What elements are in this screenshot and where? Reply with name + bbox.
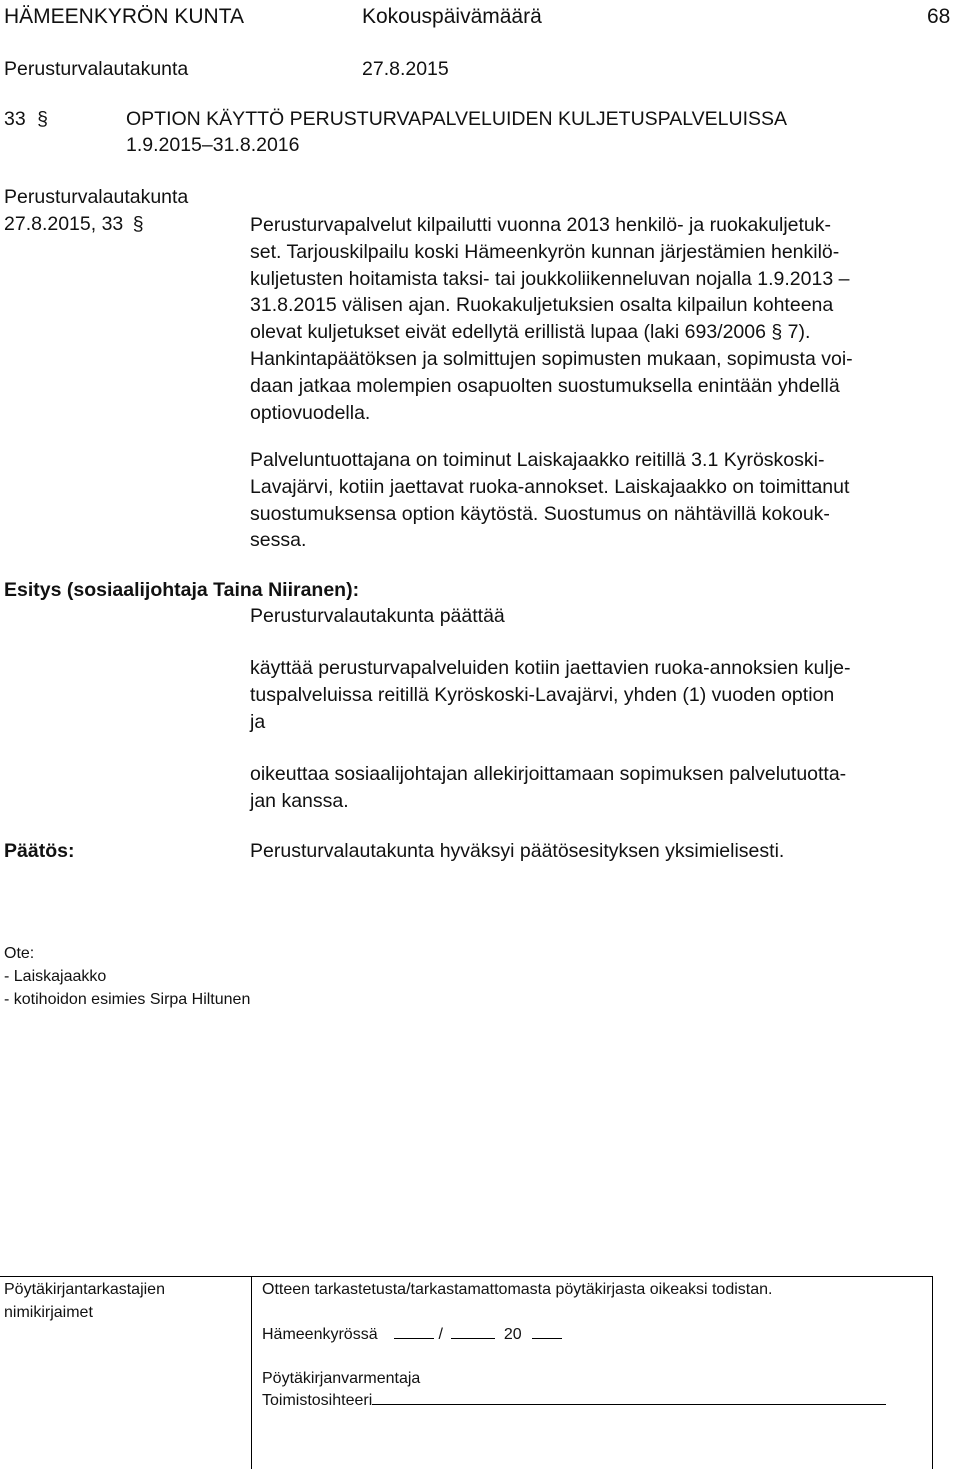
body-line: 31.8.2015 välisen ajan. Ruokakuljetuksien osalta kilpailun kohteena — [250, 294, 834, 317]
body-line: ja — [250, 710, 266, 733]
month-blank — [451, 1337, 495, 1339]
date-separator: / — [438, 1326, 443, 1343]
year-prefix: 20 — [503, 1326, 522, 1343]
body-line: oikeuttaa sosiaalijohtajan allekirjoittamaan sopimuksen palvelutuotta- — [250, 763, 847, 785]
office-secretary-label: Toimistosihteeri — [262, 1392, 373, 1409]
distribution-item: - kotihoidon esimies Sirpa Hiltunen — [4, 990, 251, 1008]
body-line: daan jatkaa molempien osapuolten suostumuksella enintään yhdellä — [250, 374, 840, 397]
body-line: käyttää perusturvapalveluiden kotiin jaettavien ruoka-annoksien kulje- — [250, 657, 851, 679]
section-title-line2: 1.9.2015–31.8.2016 — [126, 134, 300, 156]
proposal-label: Esitys (sosiaalijohtaja Taina Niiranen): — [4, 579, 360, 601]
body-line: Palveluntuottajana on toiminut Laiskajaakko reitillä 3.1 Kyröskoski- — [250, 449, 825, 471]
history-ref: 27.8.2015, 33 — [4, 213, 124, 235]
meeting-date: 27.8.2015 — [362, 58, 449, 80]
day-blank — [394, 1337, 434, 1339]
body-line: set. Tarjouskilpailu koski Hämeenkyrön kunnan järjestämien henkilö- — [250, 240, 840, 263]
municipality-name: HÄMEENKYRÖN KUNTA — [4, 5, 244, 28]
body-line — [250, 319, 940, 346]
place-name: Hämeenkyrössä — [262, 1326, 378, 1343]
body-paragraph-1 — [250, 212, 940, 426]
body-line: sessa. — [250, 529, 307, 552]
body-paragraph-2 — [250, 447, 940, 554]
section-number — [4, 108, 48, 131]
body-line: jan kanssa. — [250, 789, 349, 812]
body-line: Lavajärvi, kotiin jaettavat ruoka-annokset. Laiskajaakko on toimittanut — [250, 475, 850, 498]
section-number-text: 33 — [4, 108, 26, 130]
body-line: optiovuodella. — [250, 401, 371, 424]
signature-box-divider — [251, 1276, 252, 1469]
inspector-initials-line2: nimikirjaimet — [4, 1303, 93, 1321]
decision-text: Perusturvalautakunta hyväksyi päätösesityksen yksimielisesti. — [250, 840, 785, 862]
signature-blank — [372, 1403, 886, 1405]
distribution-label: Ote: — [4, 945, 35, 962]
office-secretary-line — [262, 1390, 886, 1413]
committee-name: Perusturvalautakunta — [4, 58, 189, 80]
law-section-number: 7). — [782, 321, 811, 344]
section-title-line1: OPTION KÄYTTÖ PERUSTURVAPALVELUIDEN KULJETUSPALVELUISSA — [126, 108, 788, 130]
year-blank — [532, 1337, 562, 1339]
section-symbol: § — [37, 108, 48, 130]
place-date-line — [262, 1324, 562, 1347]
body-line: suostumuksensa option käytöstä. Suostumus on nähtävillä kokouk- — [250, 502, 830, 525]
history-label-line1: Perusturvalautakunta — [4, 186, 189, 208]
distribution-item: - Laiskajaakko — [4, 967, 107, 985]
body-line: kuljetusten hoitamista taksi- tai joukkoliikenneluvan nojalla 1.9.2013 – — [250, 267, 850, 290]
body-line: Hankintapäätöksen ja solmittujen sopimusten mukaan, sopimusta voi- — [250, 347, 853, 370]
inspector-initials-line1: Pöytäkirjantarkastajien — [4, 1281, 165, 1298]
decision-label: Päätös: — [4, 840, 75, 862]
distribution-list — [4, 943, 250, 1011]
history-symbol: § — [132, 213, 144, 235]
meeting-date-label: Kokouspäivämäärä — [362, 5, 542, 28]
body-line: tuspalveluissa reitillä Kyröskoski-Lavajärvi, yhden (1) vuoden option — [250, 683, 835, 706]
verifier-label: Pöytäkirjanvarmentaja — [262, 1370, 421, 1387]
law-section-symbol: § — [771, 321, 783, 344]
proposal-item-1 — [250, 655, 940, 735]
proposal-item-2 — [250, 761, 940, 815]
law-reference-text: olevat kuljetukset eivät edellytä erillistä lupaa (laki 693/2006 — [250, 321, 772, 344]
page-number: 68 — [927, 5, 951, 28]
body-line: Perusturvapalvelut kilpailutti vuonna 2013 henkilö- ja ruokakuljetuk- — [250, 214, 832, 236]
history-label-line2 — [4, 213, 144, 236]
proposal-lead: Perusturvalautakunta päättää — [250, 605, 505, 627]
certification-text: Otteen tarkastetusta/tarkastamattomasta pöytäkirjasta oikeaksi todistan. — [262, 1281, 773, 1298]
inspector-initials-label — [4, 1279, 165, 1325]
